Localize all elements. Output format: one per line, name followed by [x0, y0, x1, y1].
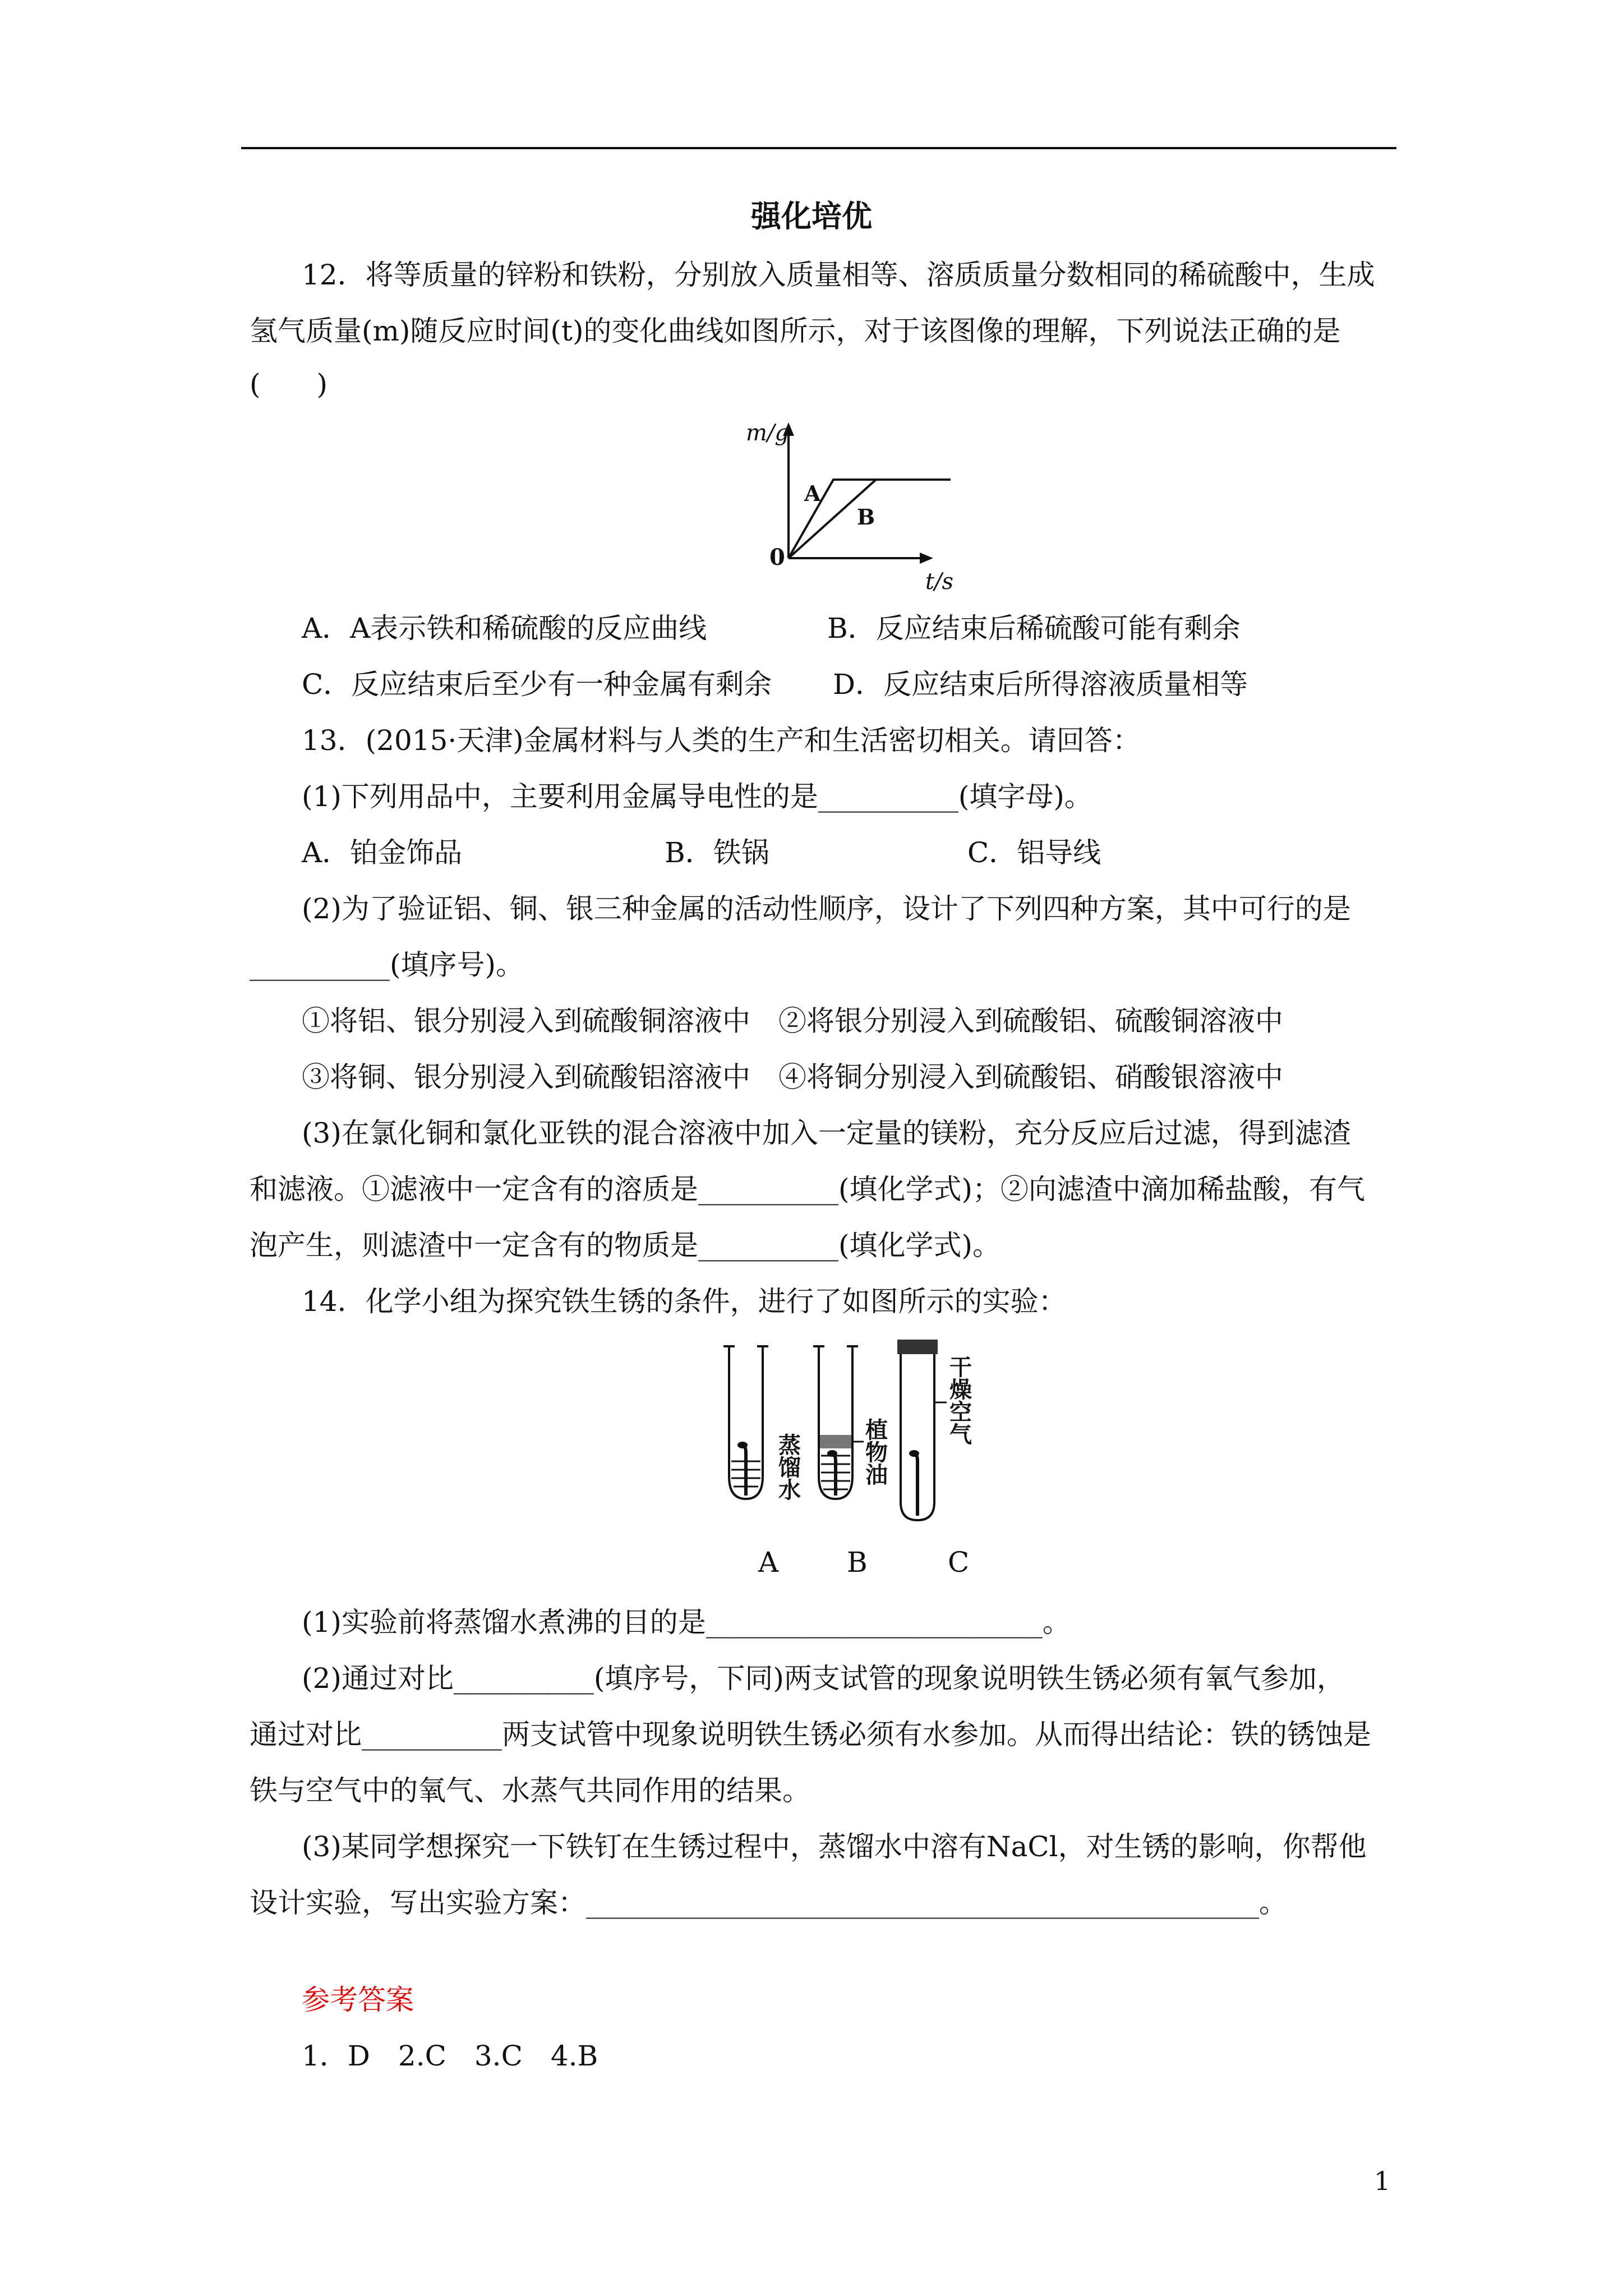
- q13-part-1-option-c: C．铝导线: [967, 836, 1101, 869]
- q14-stem: 14．化学小组为探究铁生锈的条件，进行了如图所示的实验：: [302, 1285, 1067, 1318]
- page-number: 1: [1374, 2166, 1391, 2196]
- header-rule: [241, 147, 1396, 149]
- q13-part-2-line-1: (2)为了验证铝、铜、银三种金属的活动性顺序，设计了下列四种方案，其中可行的是: [302, 892, 1351, 925]
- origin-label: 0: [769, 544, 785, 570]
- label-distilled-water: 蒸馏水: [774, 1433, 801, 1501]
- q12-option-b: B．反应结束后稀硫酸可能有剩余: [827, 612, 1241, 645]
- q13-stem: 13．(2015·天津)金属材料与人类的生产和生活密切相关。请回答：: [302, 724, 1141, 757]
- label-dry-air: 干燥空气: [946, 1355, 972, 1445]
- q13-part-1: (1)下列用品中，主要利用金属导电性的是__________(填字母)。: [302, 780, 1092, 813]
- q14-part-3-line-2: 设计实验，写出实验方案：________________________________________________。: [250, 1887, 1287, 1919]
- answers-line: 1．D 2.C 3.C 4.B: [302, 2040, 598, 2072]
- q13-part-3-line-2: 和滤液。①滤液中一定含有的溶质是__________(填化学式)；②向滤渣中滴加稀盐酸，有气: [250, 1173, 1366, 1205]
- q12-option-a: A．A表示铁和稀硫酸的反应曲线: [302, 612, 707, 645]
- curve-b-label: B: [857, 504, 875, 530]
- q13-part-2-options-1: ①将铝、银分别浸入到硫酸铜溶液中 ②将银分别浸入到硫酸铝、硫酸铜溶液中: [302, 1005, 1283, 1037]
- q14-part-3-line-1: (3)某同学想探究一下铁钉在生锈过程中，蒸馏水中溶有NaCl，对生锈的影响，你帮他: [302, 1830, 1367, 1863]
- test-tube-a: [723, 1346, 768, 1499]
- q12-graph: [735, 418, 970, 597]
- q12-option-c: C．反应结束后至少有一种金属有剩余: [302, 668, 772, 701]
- q12-line-3: ( ): [250, 368, 328, 401]
- y-axis-label: m/g: [746, 420, 790, 446]
- x-axis-label: t/s: [925, 569, 954, 595]
- q12-line-1: 12．将等质量的锌粉和铁粉，分别放入质量相等、溶质质量分数相同的稀硫酸中，生成: [302, 259, 1375, 291]
- section-title: 强化培优: [751, 198, 872, 234]
- q13-part-3-line-1: (3)在氯化铜和氯化亚铁的混合溶液中加入一定量的镁粉，充分反应后过滤，得到滤渣: [302, 1117, 1351, 1149]
- oil-layer: [820, 1435, 851, 1448]
- q12-line-2: 氢气质量(m)随反应时间(t)的变化曲线如图所示，对于该图像的理解，下列说法正确的是: [250, 315, 1341, 347]
- test-tube-c: [897, 1340, 947, 1520]
- q13-part-1-option-b: B．铁锅: [665, 836, 769, 869]
- test-tube-b: [813, 1346, 864, 1499]
- q13-part-1-option-a: A．铂金饰品: [302, 836, 463, 869]
- curve-a-label: A: [804, 481, 821, 506]
- iron-nail-c: [913, 1452, 917, 1516]
- tube-a-label: A: [758, 1546, 779, 1579]
- label-vegetable-oil: 植物油: [861, 1418, 888, 1485]
- x-axis-arrow: [920, 553, 933, 564]
- q13-part-2-options-2: ③将铜、银分别浸入到硫酸铝溶液中 ④将铜分别浸入到硫酸铝、硝酸银溶液中: [302, 1061, 1283, 1093]
- q14-part-2-line-3: 铁与空气中的氧气、水蒸气共同作用的结果。: [250, 1774, 810, 1807]
- q13-part-2-line-2: __________(填序号)。: [250, 949, 524, 981]
- tube-b-label: B: [847, 1546, 868, 1579]
- q14-figure: [673, 1335, 987, 1537]
- q14-part-1: (1)实验前将蒸馏水煮沸的目的是________________________。: [302, 1606, 1071, 1639]
- q14-part-2-line-2: 通过对比__________两支试管中现象说明铁生锈必须有水参加。从而得出结论：铁的锈蚀是: [250, 1718, 1371, 1751]
- q12-option-d: D．反应结束后所得溶液质量相等: [833, 668, 1248, 701]
- stopper: [897, 1340, 938, 1354]
- answers-heading: 参考答案: [302, 1984, 414, 2016]
- q13-part-3-line-3: 泡产生，则滤渣中一定含有的物质是__________(填化学式)。: [250, 1229, 1001, 1262]
- q14-part-2-line-1: (2)通过对比__________(填序号，下同)两支试管的现象说明铁生锈必须有氧气参加，: [302, 1662, 1345, 1695]
- tube-c-label: C: [948, 1546, 970, 1579]
